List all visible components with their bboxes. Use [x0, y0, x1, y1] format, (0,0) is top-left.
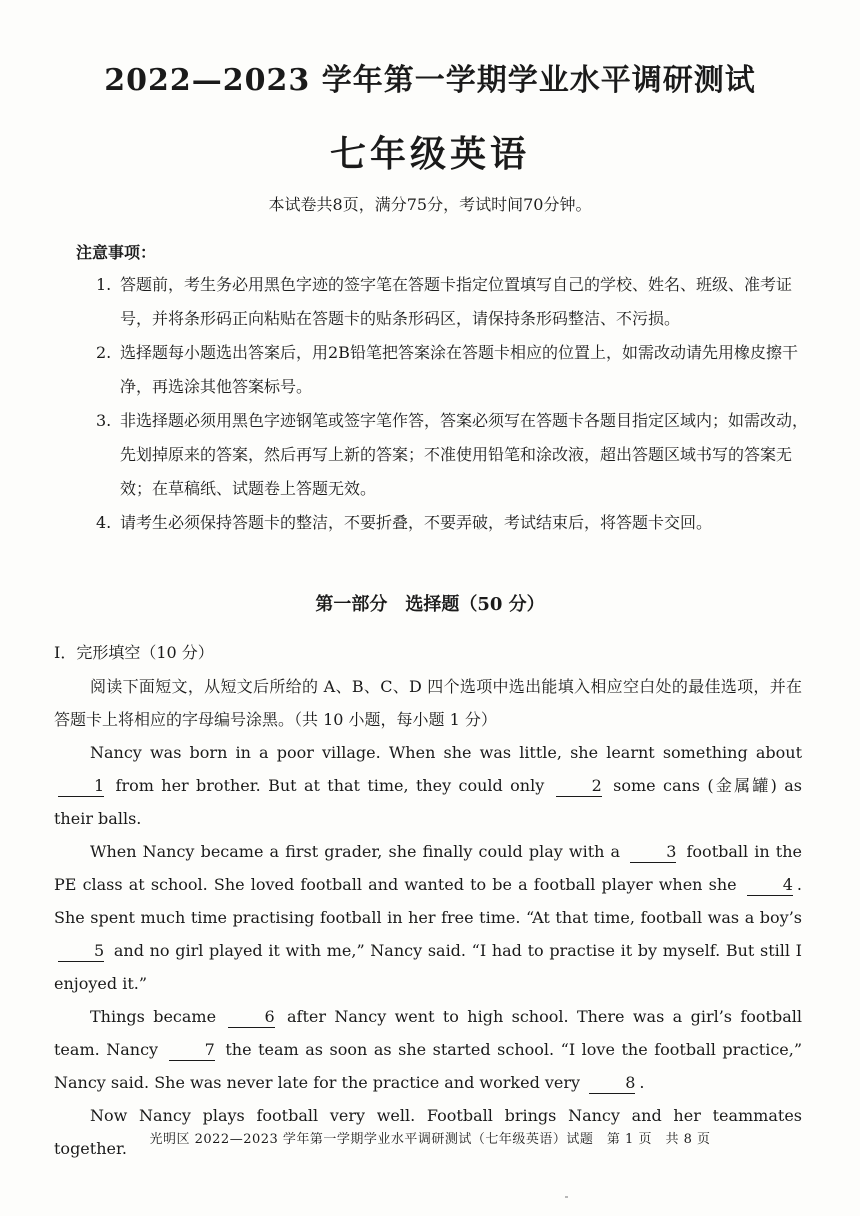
- subject-title: 七年级英语: [329, 133, 530, 175]
- notice-item: [96, 268, 814, 336]
- notice-item: [96, 506, 814, 540]
- blank-2: 2: [556, 776, 602, 797]
- passage-text: .: [639, 1073, 645, 1092]
- scan-speck: [565, 1196, 568, 1198]
- notice-item: [96, 336, 814, 404]
- passage-text: football in the PE class at school. She loved football and wanted to be a football player when she: [54, 842, 802, 894]
- notice-item-number: 3.: [96, 411, 112, 430]
- section-heading: I．完形填空（10 分）: [54, 643, 214, 662]
- blank-6: 6: [228, 1007, 274, 1028]
- notice-item-number: 1.: [96, 275, 112, 294]
- notice-list: [96, 268, 814, 540]
- exam-info: 本试卷共8页，满分75分，考试时间70分钟。: [268, 195, 592, 214]
- exam-title: 2022—2023 学年第一学期学业水平调研测试: [104, 63, 756, 98]
- notice-item-text: 请考生必须保持答题卡的整洁，不要折叠，不要弄破，考试结束后，将答题卡交回。: [120, 513, 713, 532]
- passage-text: from her brother. But at that time, they could only: [115, 776, 545, 795]
- notice-item-text: 非选择题必须用黑色字迹钢笔或签字笔作答，答案必须写在答题卡各题目指定区域内；如需改动，先划掉原来的答案，然后再写上新的答案；不准使用铅笔和涂改液，超出答题区域书写的答案无效；在草稿纸、试题卷上答题无效。: [120, 411, 809, 498]
- page-footer: 光明区 2022—2023 学年第一学期学业水平调研测试（七年级英语）试题 第 1 页 共 8 页: [149, 1132, 711, 1147]
- passage-paragraph-1: [54, 736, 802, 835]
- instruction-paragraph: 阅读下面短文，从短文后所给的 A、B、C、D 四个选项中选出能填入相应空白处的最佳选项，并在答题卡上将相应的字母编号涂黑。（共 10 小题，每小题 1 分）: [54, 677, 802, 729]
- part-heading: 第一部分 选择题（50 分）: [315, 594, 545, 615]
- passage-text: . She spent much time practising football in her free time. “At that time, football was a boy’s: [54, 875, 802, 927]
- passage-paragraph-4: Now Nancy plays football very well. Football brings Nancy and her teammates together.: [54, 1106, 802, 1158]
- passage-paragraph-2: [54, 835, 802, 1000]
- notice-heading: 注意事项：: [76, 243, 157, 262]
- passage-text: some cans (金属罐) as their balls.: [54, 776, 803, 828]
- passage-text: Things became: [90, 1007, 217, 1026]
- passage-paragraph-3: [54, 1000, 802, 1099]
- passage-text: and no girl played it with me,” Nancy said. “I had to practise it by myself. But still I enjoyed it.”: [54, 941, 802, 993]
- notice-item-text: 答题前，考生务必用黑色字迹的签字笔在答题卡指定位置填写自己的学校、姓名、班级、准考证号，并将条形码正向粘贴在答题卡的贴条形码区，请保持条形码整洁、不污损。: [120, 275, 793, 328]
- blank-1: 1: [58, 776, 104, 797]
- blank-7: 7: [169, 1040, 215, 1061]
- blank-5: 5: [58, 941, 104, 962]
- blank-8: 8: [589, 1073, 635, 1094]
- notice-item-text: 选择题每小题选出答案后，用2B铅笔把答案涂在答题卡相应的位置上，如需改动请先用橡皮擦干净，再选涂其他答案标号。: [120, 343, 798, 396]
- passage-text: Nancy was born in a poor village. When she was little, she learnt something about: [90, 743, 802, 762]
- notice-item-number: 2.: [96, 343, 112, 362]
- notice-item: [96, 404, 814, 506]
- blank-3: 3: [630, 842, 676, 863]
- passage-text: the team as soon as she started school. “I love the football practice,” Nancy said. She was never late for the practice and worked very: [54, 1040, 803, 1092]
- blank-4: 4: [747, 875, 793, 896]
- passage-text: after Nancy went to high school. There was a girl’s football team. Nancy: [54, 1007, 803, 1059]
- passage-text: When Nancy became a first grader, she finally could play with a: [90, 842, 621, 861]
- notice-item-number: 4.: [96, 513, 112, 532]
- cloze-passage: [54, 670, 802, 1165]
